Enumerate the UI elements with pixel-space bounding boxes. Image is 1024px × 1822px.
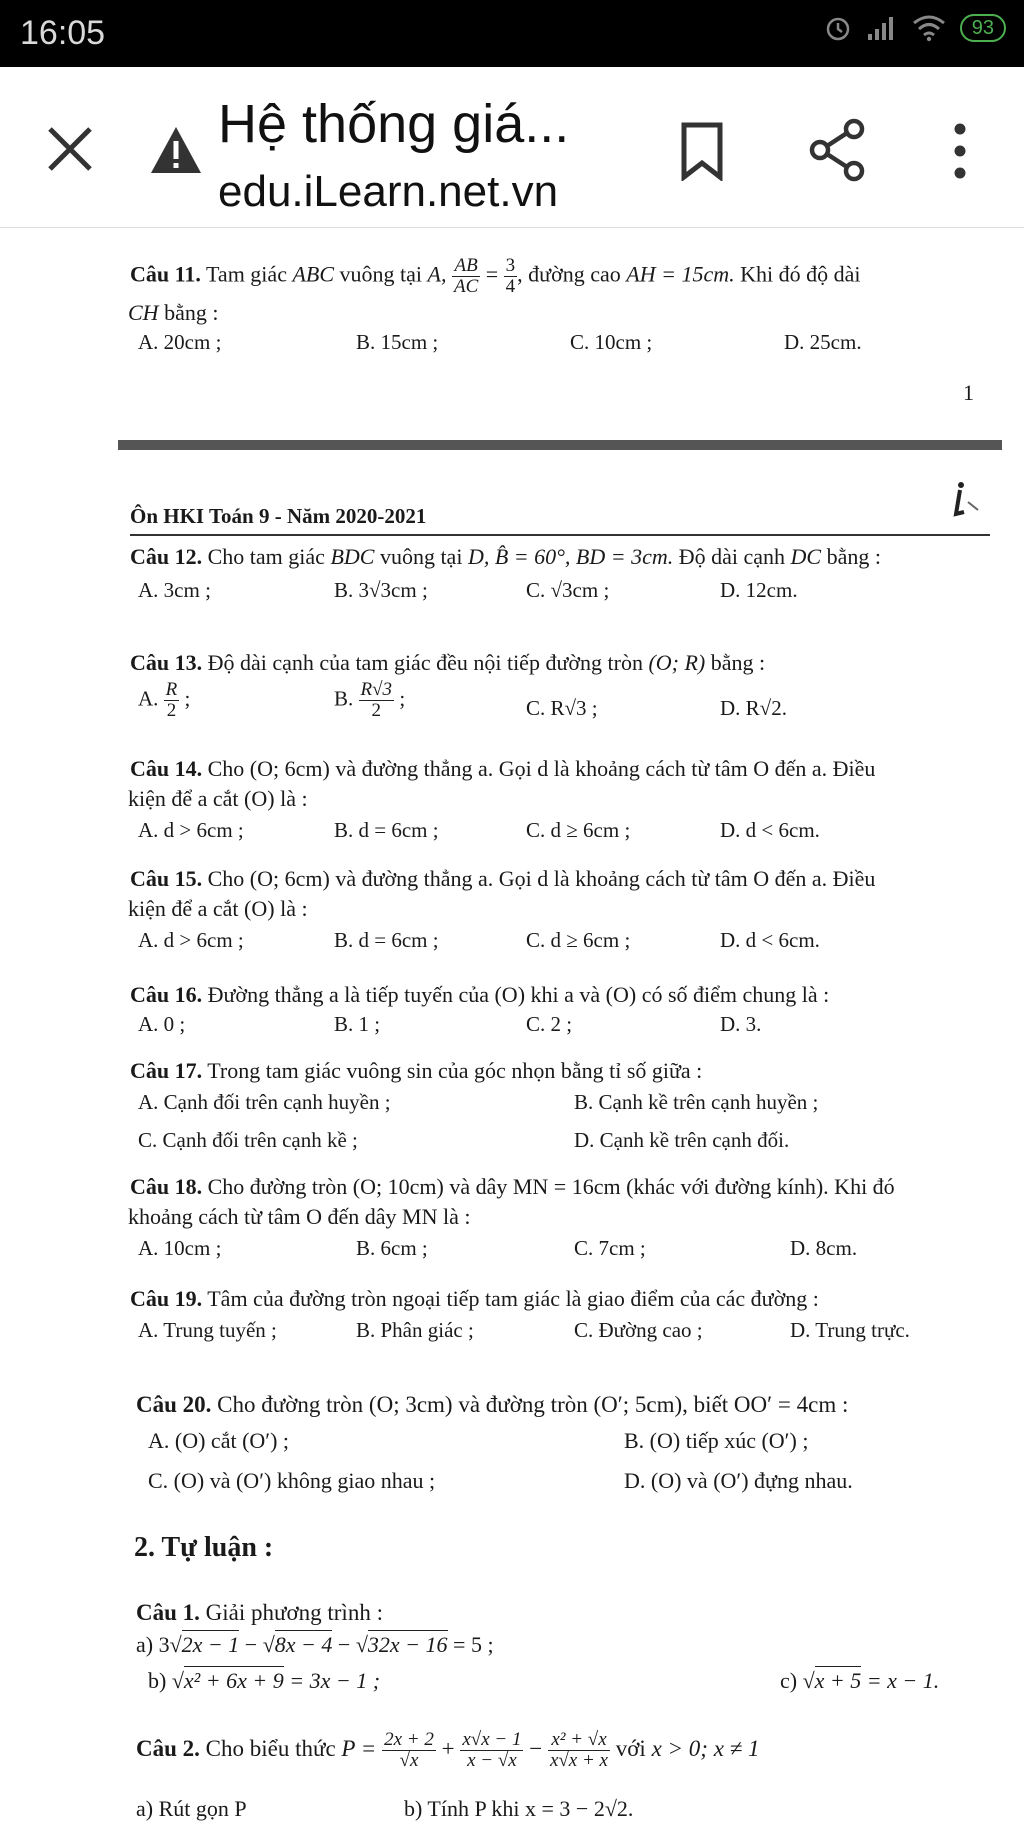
option-d: D. 3. <box>720 1012 762 1036</box>
close-icon[interactable] <box>40 119 100 179</box>
question-number: Câu 2. <box>136 1735 200 1761</box>
question-11-line2 <box>128 298 218 327</box>
text: = <box>485 261 499 287</box>
question-15 <box>130 864 875 893</box>
browser-toolbar <box>0 67 1024 228</box>
option-c: C. Cạnh đối trên cạnh kề ; <box>138 1128 358 1152</box>
option-c: C. √3cm ; <box>526 578 610 602</box>
wifi-icon <box>912 14 946 42</box>
math: x > 0; x ≠ 1 <box>651 1735 760 1761</box>
signal-icon <box>866 14 898 42</box>
option-b: B. Phân giác ; <box>356 1318 474 1342</box>
battery-indicator: 93 <box>960 14 1006 42</box>
text: Giải phương trình : <box>205 1600 383 1625</box>
math: (O; R) <box>648 650 706 675</box>
text: Đường thẳng a là tiếp tuyến của (O) khi a và (O) có số điểm chung là : <box>207 982 830 1007</box>
option-a: A. 10cm ; <box>138 1236 222 1260</box>
essay-question-1 <box>136 1598 383 1627</box>
question-17 <box>130 1056 702 1085</box>
bookmark-icon[interactable] <box>678 121 726 181</box>
part-a: a) Rút gọn P <box>136 1796 247 1821</box>
option-b: B. $\frac{R√3}{2}$ ; <box>334 679 406 721</box>
question-19 <box>130 1284 819 1313</box>
math: ABC <box>292 261 335 287</box>
document-view[interactable] <box>0 228 1024 1820</box>
share-icon[interactable] <box>808 117 868 183</box>
math: A, <box>427 261 447 287</box>
option-b: B. 15cm ; <box>356 330 439 354</box>
status-icons <box>824 14 1006 42</box>
math: BDC <box>330 544 375 569</box>
option-a: A. $\frac{R}{2}$ ; <box>138 679 191 721</box>
page-title: Hệ thống giá... <box>218 94 570 154</box>
option-a: A. 20cm ; <box>138 330 222 354</box>
option-a: A. d > 6cm ; <box>138 818 244 842</box>
page-separator <box>118 440 1002 450</box>
question-number: Câu 12. <box>130 544 203 569</box>
fraction: $\frac{x√x - 1}{x - √x}$ <box>462 1729 522 1771</box>
document-header <box>130 504 990 536</box>
fraction: $\frac{\text{x² + √x}}{x√x + x}$ <box>549 1729 608 1771</box>
option-d: D. d < 6cm. <box>720 818 820 842</box>
option-d: D. (O) và (O′) đựng nhau. <box>624 1468 853 1493</box>
equation-b: b) √x² + 6x + 9 = 3x − 1 ; <box>148 1668 381 1693</box>
option-d: D. R√2. <box>720 696 787 720</box>
option-a: A. d > 6cm ; <box>138 928 244 952</box>
text: Cho (O; 6cm) và đường thẳng a. Gọi d là khoảng cách từ tâm O đến a. Điều <box>207 866 876 891</box>
math: B̂ = 60°, BD = 3cm. <box>494 544 674 569</box>
text: , đường cao <box>517 261 621 287</box>
question-18 <box>130 1172 895 1201</box>
text: Độ dài cạnh <box>678 544 786 569</box>
question-number: Câu 11. <box>130 261 201 287</box>
alarm-icon <box>824 14 852 42</box>
text: Độ dài cạnh của tam giác đều nội tiếp đường tròn <box>207 650 643 675</box>
text: với <box>615 1735 646 1761</box>
text: Trong tam giác vuông sin của góc nhọn bằng tỉ số giữa : <box>207 1058 703 1083</box>
option-b: B. d = 6cm ; <box>334 928 439 952</box>
page-url[interactable]: edu.iLearn.net.vn <box>218 167 559 216</box>
part-b: b) Tính P khi x = 3 − 2√2. <box>404 1796 634 1821</box>
text: vuông tại <box>339 261 423 287</box>
ilearn-logo-icon <box>944 480 984 520</box>
fraction: $\frac{AB}{AC}$ <box>453 255 479 297</box>
option-a: A. (O) cắt (O′) ; <box>148 1428 290 1453</box>
question-number: Câu 15. <box>130 866 203 891</box>
option-d: D. Trung trực. <box>790 1318 910 1342</box>
option-a: A. Cạnh đối trên cạnh huyền ; <box>138 1090 391 1114</box>
option-c: C. d ≥ 6cm ; <box>526 818 631 842</box>
question-11 <box>130 256 860 297</box>
option-b: B. 6cm ; <box>356 1236 428 1260</box>
question-15-line2: kiện để a cắt (O) là : <box>128 896 308 921</box>
option-d: D. d < 6cm. <box>720 928 820 952</box>
equation-c: c) √x + 5 = x − 1. <box>780 1668 940 1693</box>
question-14-line2: kiện để a cắt (O) là : <box>128 786 308 811</box>
math: CH <box>128 300 159 325</box>
status-bar <box>0 0 1024 67</box>
text: Tâm của đường tròn ngoại tiếp tam giác là giao điểm của các đường : <box>207 1286 819 1311</box>
fraction: $\frac{2x + 2}{√x}$ <box>384 1729 434 1771</box>
option-c: C. d ≥ 6cm ; <box>526 928 631 952</box>
math: D, <box>467 544 490 569</box>
text: bằng : <box>710 650 766 675</box>
header-title: Ôn HKI Toán 9 - Năm 2020-2021 <box>130 504 427 528</box>
option-c: C. 2 ; <box>526 1012 573 1036</box>
fraction: $\frac{3}{4}$ <box>505 255 516 297</box>
text: bằng : <box>826 544 881 569</box>
option-a: A. 0 ; <box>138 1012 186 1036</box>
question-number: Câu 19. <box>130 1286 203 1311</box>
text: − <box>529 1735 543 1761</box>
math: AH = 15cm. <box>626 261 735 287</box>
warning-icon[interactable] <box>148 123 204 179</box>
math: DC <box>790 544 822 569</box>
more-options-icon[interactable] <box>940 119 980 183</box>
question-number: Câu 20. <box>136 1392 212 1417</box>
option-c: C. 7cm ; <box>574 1236 646 1260</box>
option-b: B. Cạnh kề trên cạnh huyền ; <box>574 1090 819 1114</box>
question-18-line2: khoảng cách từ tâm O đến dây MN là : <box>128 1204 471 1229</box>
option-d: D. Cạnh kề trên cạnh đối. <box>574 1128 790 1152</box>
question-14 <box>130 754 875 783</box>
question-number: Câu 13. <box>130 650 203 675</box>
text: Cho biểu thức <box>205 1735 336 1761</box>
text: bằng : <box>164 300 219 325</box>
text: vuông tại <box>379 544 463 569</box>
text: Cho đường tròn (O; 3cm) và đường tròn (O′; 5cm), biết OO′ = 4cm : <box>217 1392 849 1417</box>
option-d: D. 12cm. <box>720 578 798 602</box>
question-number: Câu 17. <box>130 1058 203 1083</box>
text: Cho đường tròn (O; 10cm) và dây MN = 16cm (khác với đường kính). Khi đó <box>207 1174 895 1199</box>
page-number: 1 <box>963 380 974 405</box>
option-d: D. 8cm. <box>790 1236 858 1260</box>
option-d: D. 25cm. <box>784 330 862 354</box>
essay-heading: 2. Tự luận : <box>134 1532 274 1563</box>
question-number: Câu 14. <box>130 756 203 781</box>
question-13 <box>130 648 765 677</box>
essay-question-2 <box>136 1730 760 1771</box>
option-b: B. (O) tiếp xúc (O′) ; <box>624 1428 809 1453</box>
option-c: C. R√3 ; <box>526 696 598 720</box>
option-c: C. Đường cao ; <box>574 1318 703 1342</box>
equation-a: a) 3√2x − 1 − √8x − 4 − √32x − 16 = 5 ; <box>136 1632 494 1657</box>
question-16 <box>130 980 829 1009</box>
math: P = <box>341 1735 377 1761</box>
text: Cho (O; 6cm) và đường thẳng a. Gọi d là khoảng cách từ tâm O đến a. Điều <box>207 756 876 781</box>
text: + <box>441 1735 455 1761</box>
question-12 <box>130 542 881 571</box>
option-c: C. 10cm ; <box>570 330 653 354</box>
option-c: C. (O) và (O′) không giao nhau ; <box>148 1468 436 1493</box>
question-number: Câu 1. <box>136 1600 200 1625</box>
question-20 <box>136 1390 848 1419</box>
option-a: A. Trung tuyến ; <box>138 1318 277 1342</box>
option-b: B. d = 6cm ; <box>334 818 439 842</box>
question-number: Câu 16. <box>130 982 203 1007</box>
option-b: B. 3√3cm ; <box>334 578 428 602</box>
text: Cho tam giác <box>207 544 325 569</box>
text: Khi đó độ dài <box>740 261 861 287</box>
option-b: B. 1 ; <box>334 1012 381 1036</box>
text: Tam giác <box>206 261 287 287</box>
option-a: A. 3cm ; <box>138 578 211 602</box>
status-time: 16:05 <box>20 14 106 52</box>
question-number: Câu 18. <box>130 1174 203 1199</box>
